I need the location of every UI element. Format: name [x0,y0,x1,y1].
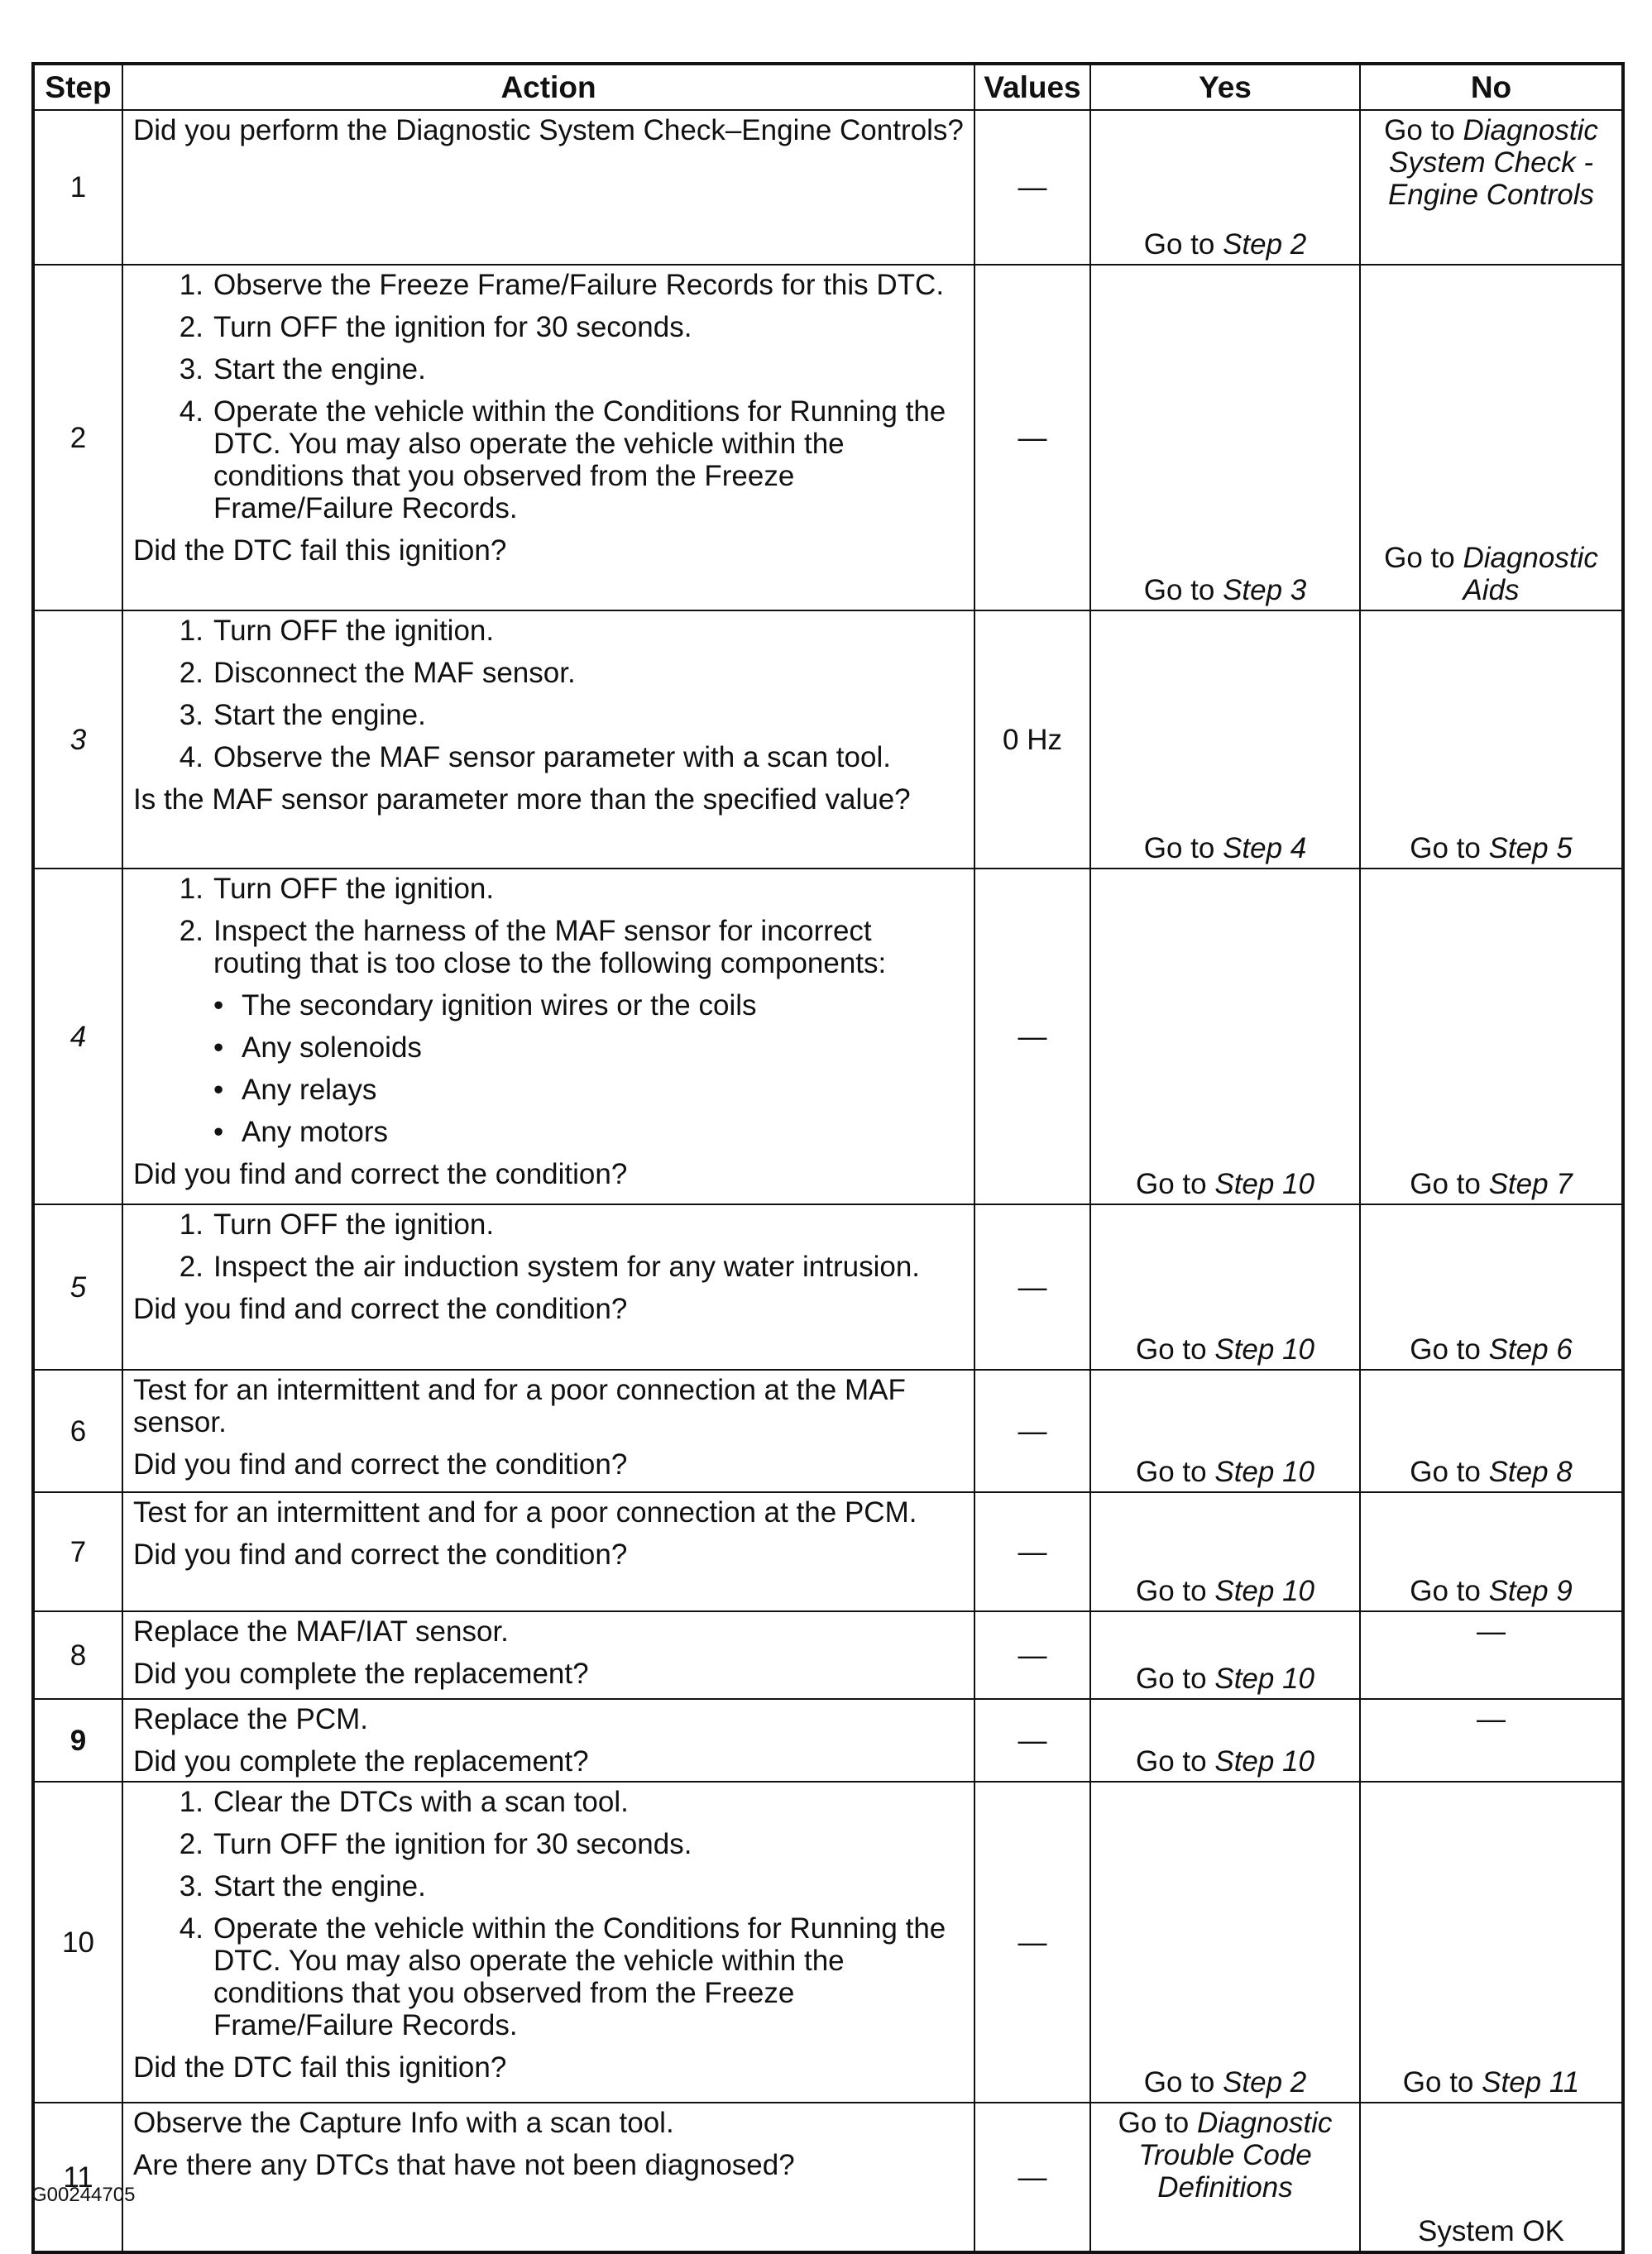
table-row [33,869,1623,1204]
table-row [33,1370,1623,1492]
header-yes: Yes [1090,64,1360,110]
value-cell: — [974,265,1090,610]
yes-cell [1090,265,1360,610]
substep-number: 2. [179,1251,204,1283]
no-goto-link[interactable] [1367,832,1615,864]
substep-list [133,615,964,773]
action-question: Are there any DTCs that have not been diagnosed? [133,2149,795,2181]
action-text: Did you perform the Diagnostic System Check–Engine Controls? [133,114,964,146]
no-cell [1360,1370,1623,1492]
no-cell [1360,1782,1623,2103]
yes-goto-link[interactable] [1098,2107,1353,2204]
yes-goto-link[interactable] [1098,832,1353,864]
action-cell [122,610,974,869]
substep-number: 2. [179,1828,204,1860]
bullet-text: Any relays [242,1074,377,1106]
bullet-dot-icon: • [213,1074,224,1106]
action-question: Did you find and correct the condition? [133,1293,628,1325]
bullet-dot-icon: • [213,989,224,1022]
goto-target: Step 10 [1214,1456,1314,1488]
substep-item [133,1912,964,2041]
yes-goto-link[interactable] [1098,1745,1353,1778]
goto-target: Step 3 [1223,574,1307,606]
yes-cell [1090,2103,1360,2252]
goto-target: Step 9 [1488,1575,1573,1607]
action-cell [122,869,974,1204]
header-no: No [1360,64,1623,110]
no-cell [1360,1699,1623,1782]
yes-goto-link[interactable] [1098,1575,1353,1607]
bullet-item [133,1031,964,1064]
action-cell [122,1782,974,2103]
goto-prefix: Go to [1143,832,1215,864]
goto-prefix: Go to [1384,114,1455,146]
substep-item [133,873,964,905]
value-cell: — [974,110,1090,265]
goto-prefix: Go to [1410,832,1481,864]
table-row [33,110,1623,265]
header-values: Values [974,64,1090,110]
step-number: 8 [33,1611,122,1699]
action-cell [122,1492,974,1611]
substep-text: Inspect the air induction system for any water intrusion. [213,1251,921,1283]
substep-item [133,311,964,343]
substep-number: 4. [179,395,204,428]
bullet-text: Any motors [242,1116,388,1148]
substep-text: Turn OFF the ignition. [213,873,495,905]
goto-prefix: Go to [1410,1575,1481,1607]
no-goto-link[interactable] [1367,1456,1615,1488]
value-cell: — [974,2103,1090,2252]
no-goto-link[interactable] [1367,1168,1615,1200]
substep-number: 1. [179,1786,204,1818]
yes-cell [1090,1782,1360,2103]
yes-cell [1090,610,1360,869]
substep-item [133,1251,964,1283]
goto-target: Step 10 [1214,1168,1314,1200]
yes-cell [1090,1492,1360,1611]
goto-target: Diagnostic Aids [1463,542,1598,606]
substep-number: 4. [179,741,204,773]
value-cell: — [974,1370,1090,1492]
action-text: Observe the Capture Info with a scan tool. [133,2107,674,2139]
substep-item [133,615,964,647]
substep-item [133,395,964,524]
action-question: Did you complete the replacement? [133,1745,589,1778]
action-question: Did you complete the replacement? [133,1658,589,1690]
goto-prefix: Go to [1136,1745,1207,1778]
action-question: Did you find and correct the condition? [133,1158,628,1190]
goto-target: Diagnostic Trouble Code Definitions [1138,2107,1333,2204]
action-text: Replace the MAF/IAT sensor. [133,1615,509,1648]
goto-target: Step 10 [1214,1663,1314,1695]
yes-goto-link[interactable] [1098,574,1353,606]
yes-cell [1090,869,1360,1204]
diagnostic-table [31,62,1625,2254]
value-cell: — [974,1611,1090,1699]
goto-prefix: Go to [1410,1333,1481,1366]
goto-prefix: Go to [1136,1333,1207,1366]
yes-cell [1090,1370,1360,1492]
substep-list [133,873,964,979]
substep-number: 3. [179,1870,204,1902]
table-row [33,1699,1623,1782]
action-text: Test for an intermittent and for a poor connection at the PCM. [133,1496,917,1529]
substep-item [133,657,964,689]
no-goto-link[interactable] [1367,1575,1615,1607]
goto-target: Step 4 [1223,832,1307,864]
no-goto-link[interactable] [1367,2066,1615,2098]
bullet-item [133,989,964,1022]
no-cell [1360,265,1623,610]
substep-number: 2. [179,915,204,947]
substep-number: 2. [179,311,204,343]
substep-item [133,269,964,301]
substep-text: Observe the MAF sensor parameter with a scan tool. [213,741,891,773]
no-goto-link[interactable] [1367,1333,1615,1366]
substep-number: 1. [179,1208,204,1241]
goto-prefix: Go to [1143,574,1215,606]
no-cell [1360,1611,1623,1699]
value-cell: 0 Hz [974,610,1090,869]
bullet-item [133,1116,964,1148]
substep-text: Observe the Freeze Frame/Failure Records for this DTC. [213,269,945,301]
step-number: 3 [33,610,122,869]
goto-prefix: Go to [1143,228,1215,261]
action-cell [122,1204,974,1370]
substep-number: 1. [179,615,204,647]
substep-number: 3. [179,353,204,385]
no-cell [1360,869,1623,1204]
goto-target: Step 10 [1214,1575,1314,1607]
goto-target: Step 10 [1214,1745,1314,1778]
substep-list [133,269,964,524]
goto-prefix: Go to [1136,1168,1207,1200]
yes-cell [1090,110,1360,265]
step-number: 11 [33,2103,122,2252]
table-row [33,265,1623,610]
table-row [33,1204,1623,1370]
no-goto-link[interactable] [1367,542,1615,606]
header-action: Action [122,64,974,110]
bullet-list [133,989,964,1148]
no-goto-link[interactable] [1367,114,1615,211]
goto-target: Step 6 [1488,1333,1573,1366]
substep-text: Turn OFF the ignition. [213,1208,495,1241]
action-question: Did the DTC fail this ignition? [133,2051,507,2084]
substep-text: Operate the vehicle within the Conditions for Running the DTC. You may also operate the vehicle within the conditions that you observed from the Freeze Frame/Failure Records. [213,1912,946,2041]
yes-goto-link[interactable] [1098,1168,1353,1200]
goto-target: Step 8 [1488,1456,1573,1488]
step-number: 6 [33,1370,122,1492]
substep-item [133,1208,964,1241]
no-cell [1360,1492,1623,1611]
substep-number: 1. [179,269,204,301]
action-cell [122,265,974,610]
substep-text: Inspect the harness of the MAF sensor for incorrect routing that is too close to the following components: [213,915,887,979]
value-cell: — [974,1782,1090,2103]
substep-item [133,1870,964,1902]
action-question: Is the MAF sensor parameter more than the specified value? [133,783,911,816]
table-header-row [33,64,1623,110]
goto-prefix: Go to [1136,1456,1207,1488]
goto-prefix: Go to [1384,542,1455,574]
action-question: Did the DTC fail this ignition? [133,534,507,567]
substep-number: 1. [179,873,204,905]
substep-text: Operate the vehicle within the Conditions for Running the DTC. You may also operate the vehicle within the conditions that you observed from the Freeze Frame/Failure Records. [213,395,946,524]
table-row [33,2103,1623,2252]
bullet-item [133,1074,964,1106]
substep-text: Turn OFF the ignition. [213,615,495,647]
substep-text: Start the engine. [213,1870,426,1902]
action-text: Replace the PCM. [133,1703,369,1735]
yes-goto-link[interactable] [1098,2066,1353,2098]
goto-prefix: Go to [1118,2107,1190,2139]
substep-text: Clear the DTCs with a scan tool. [213,1786,629,1818]
bullet-dot-icon: • [213,1031,224,1064]
no-result-text: — [1477,1615,1506,1648]
figure-id: G00244705 [31,2184,136,2206]
goto-prefix: Go to [1402,2066,1474,2098]
goto-prefix: Go to [1410,1168,1481,1200]
substep-number: 2. [179,657,204,689]
substep-text: Turn OFF the ignition for 30 seconds. [213,311,692,343]
goto-prefix: Go to [1136,1663,1207,1695]
step-number: 2 [33,265,122,610]
goto-target: Step 2 [1223,2066,1307,2098]
no-result-text: — [1477,1703,1506,1735]
no-cell [1360,610,1623,869]
no-cell [1360,1204,1623,1370]
yes-cell [1090,1699,1360,1782]
table-row [33,1492,1623,1611]
bullet-text: Any solenoids [242,1031,422,1064]
yes-goto-link[interactable] [1098,1456,1353,1488]
substep-number: 4. [179,1912,204,1945]
value-cell: — [974,1699,1090,1782]
action-cell [122,1370,974,1492]
step-number: 7 [33,1492,122,1611]
step-number: 9 [33,1699,122,1782]
substep-list [133,1208,964,1283]
value-cell: — [974,869,1090,1204]
yes-cell [1090,1204,1360,1370]
step-number: 4 [33,869,122,1204]
substep-item [133,741,964,773]
substep-list [133,1786,964,2041]
goto-target: Step 10 [1214,1333,1314,1366]
yes-goto-link[interactable] [1098,1663,1353,1695]
substep-text: Disconnect the MAF sensor. [213,657,576,689]
substep-item [133,1786,964,1818]
goto-target: Step 5 [1488,832,1573,864]
action-text: Test for an intermittent and for a poor connection at the MAF sensor. [133,1374,906,1438]
value-cell: — [974,1204,1090,1370]
substep-item [133,1828,964,1860]
substep-text: Start the engine. [213,353,426,385]
substep-item [133,915,964,979]
step-number: 5 [33,1204,122,1370]
no-cell [1360,2103,1623,2252]
goto-prefix: Go to [1136,1575,1207,1607]
goto-target: Step 7 [1488,1168,1573,1200]
yes-goto-link[interactable] [1098,228,1353,261]
yes-goto-link[interactable] [1098,1333,1353,1366]
bullet-text: The secondary ignition wires or the coils [242,989,757,1022]
step-number: 10 [33,1782,122,2103]
substep-text: Turn OFF the ignition for 30 seconds. [213,1828,692,1860]
action-cell [122,1699,974,1782]
goto-target: Step 11 [1482,2066,1580,2098]
table-row [33,610,1623,869]
goto-prefix: Go to [1143,2066,1215,2098]
table-row [33,1611,1623,1699]
table-row [33,1782,1623,2103]
action-cell [122,1611,974,1699]
substep-item [133,699,964,731]
action-cell [122,2103,974,2252]
action-question: Did you find and correct the condition? [133,1539,628,1571]
yes-cell [1090,1611,1360,1699]
substep-text: Start the engine. [213,699,426,731]
no-result-text: System OK [1418,2215,1564,2247]
value-cell: — [974,1492,1090,1611]
goto-prefix: Go to [1410,1456,1481,1488]
goto-target: Step 2 [1223,228,1307,261]
substep-number: 3. [179,699,204,731]
bullet-dot-icon: • [213,1116,224,1148]
action-question: Did you find and correct the condition? [133,1448,628,1481]
step-number: 1 [33,110,122,265]
substep-item [133,353,964,385]
no-cell [1360,110,1623,265]
action-cell [122,110,974,265]
goto-target: Diagnostic System Check - Engine Controls [1387,114,1598,211]
header-step: Step [33,64,122,110]
